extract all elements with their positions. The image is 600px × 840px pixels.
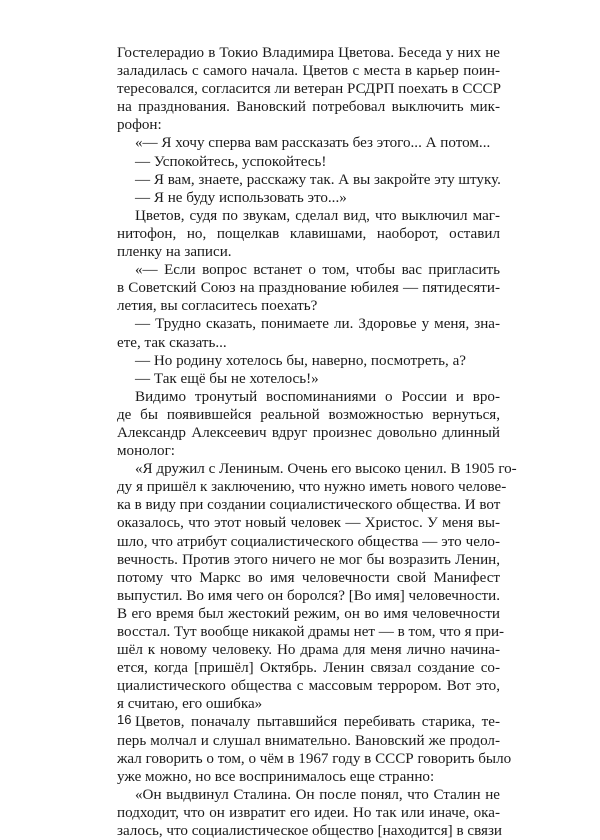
text-line: — Но родину хотелось бы, наверно, посмотреть, а? <box>135 352 466 369</box>
text-line: де бы появившейся реальной возможностью вернуться, <box>117 406 500 423</box>
text-line: жал говорить о том, о чём в 1967 году в СССР говорить было <box>117 750 512 767</box>
text-line: В его время был жестокий режим, он во имя человечности <box>117 605 500 622</box>
text-line: «Я дружил с Лениным. Очень его высоко ценил. В 1905 го- <box>135 461 517 478</box>
text-line: Цветов, судя по звукам, сделал вид, что выключил маг- <box>135 207 500 224</box>
text-line: монолог: <box>117 443 175 460</box>
text-line: — Так ещё бы не хотелось!» <box>135 370 319 387</box>
text-line: шло, что атрибут социалистического общества — это чело- <box>117 533 500 550</box>
page-number: 16 <box>117 712 132 727</box>
text-line: ду я пришёл к заключению, что нужно иметь нового челове- <box>117 479 507 496</box>
text-line: рофон: <box>117 117 162 134</box>
text-line: потому что Маркс во имя человечности свой Манифест <box>117 569 500 586</box>
text-line: шёл к новому человеку. Но драма для меня лично начина- <box>117 642 500 659</box>
text-line: уже можно, но все воспринималось еще странно: <box>117 768 435 785</box>
text-line: ете, так сказать... <box>117 334 227 351</box>
text-line: нитофон, но, пощелкав клавишами, наоборот, оставил <box>117 225 500 242</box>
text-line: Цветов, поначалу пытавшийся перебивать старика, те- <box>135 714 500 731</box>
text-line: Александр Алексеевич вдруг произнес довольно длинный <box>117 424 500 441</box>
text-line: заладилась с самого начала. Цветов с места в карьер поин- <box>117 63 500 80</box>
text-line: тересовался, согласится ли ветеран РСДРП поехать в СССР <box>117 81 502 98</box>
text-line: циалистического общества с массовым террором. Вот это, <box>117 678 500 695</box>
text-line: выпустил. Во имя чего он боролся? [Во имя] человечности. <box>117 587 500 604</box>
text-line: ка в виду при создании социалистического общества. И вот <box>117 497 501 514</box>
text-line: «— Я хочу сперва вам рассказать без этого... А потом... <box>135 135 491 152</box>
text-line: летия, вы согласитесь поехать? <box>117 298 318 315</box>
text-line: Видимо тронутый воспоминаниями о России и вро- <box>135 388 500 405</box>
text-line: — Я вам, знаете, расскажу так. А вы закройте эту штуку. <box>135 171 501 188</box>
text-line: ется, когда [пришёл] Октябрь. Ленин связал создание со- <box>117 660 500 677</box>
text-line: вечность. Против этого ничего не мог бы возразить Ленин, <box>117 551 500 568</box>
page-body-text <box>117 44 517 840</box>
text-line: — Трудно сказать, понимаете ли. Здоровье у меня, зна- <box>135 316 500 333</box>
text-line: оказалось, что этот новый человек — Христос. У меня вы- <box>117 515 500 532</box>
text-line: перь молчал и слушал внимательно. Вановский же продол- <box>117 732 500 749</box>
text-line: на празднования. Вановский потребовал выключить мик- <box>117 99 500 116</box>
text-line: — Я не буду использовать это...» <box>135 189 347 206</box>
text-line: я считаю, его ошибка» <box>117 696 263 713</box>
text-line: восстал. Тут вообще никакой драмы нет — в том, что я при- <box>117 624 505 640</box>
text-line: «— Если вопрос встанет о том, чтобы вас пригласить <box>135 262 500 279</box>
text-line: Гостелерадио в Токио Владимира Цветова. Беседа у них не <box>117 45 500 61</box>
text-line: «Он выдвинул Сталина. Он после понял, что Сталин не <box>135 786 500 803</box>
text-line: подходит, что он извратит его идеи. Но так или иначе, ока- <box>117 804 500 821</box>
text-line: пленку на записи. <box>117 244 232 261</box>
text-line: залось, что социалистическое общество [находится] в связи <box>117 823 502 840</box>
text-line: — Успокойтесь, успокойтесь! <box>135 153 327 170</box>
text-line: в Советский Союз на празднование юбилея — пятидесяти- <box>117 280 500 297</box>
